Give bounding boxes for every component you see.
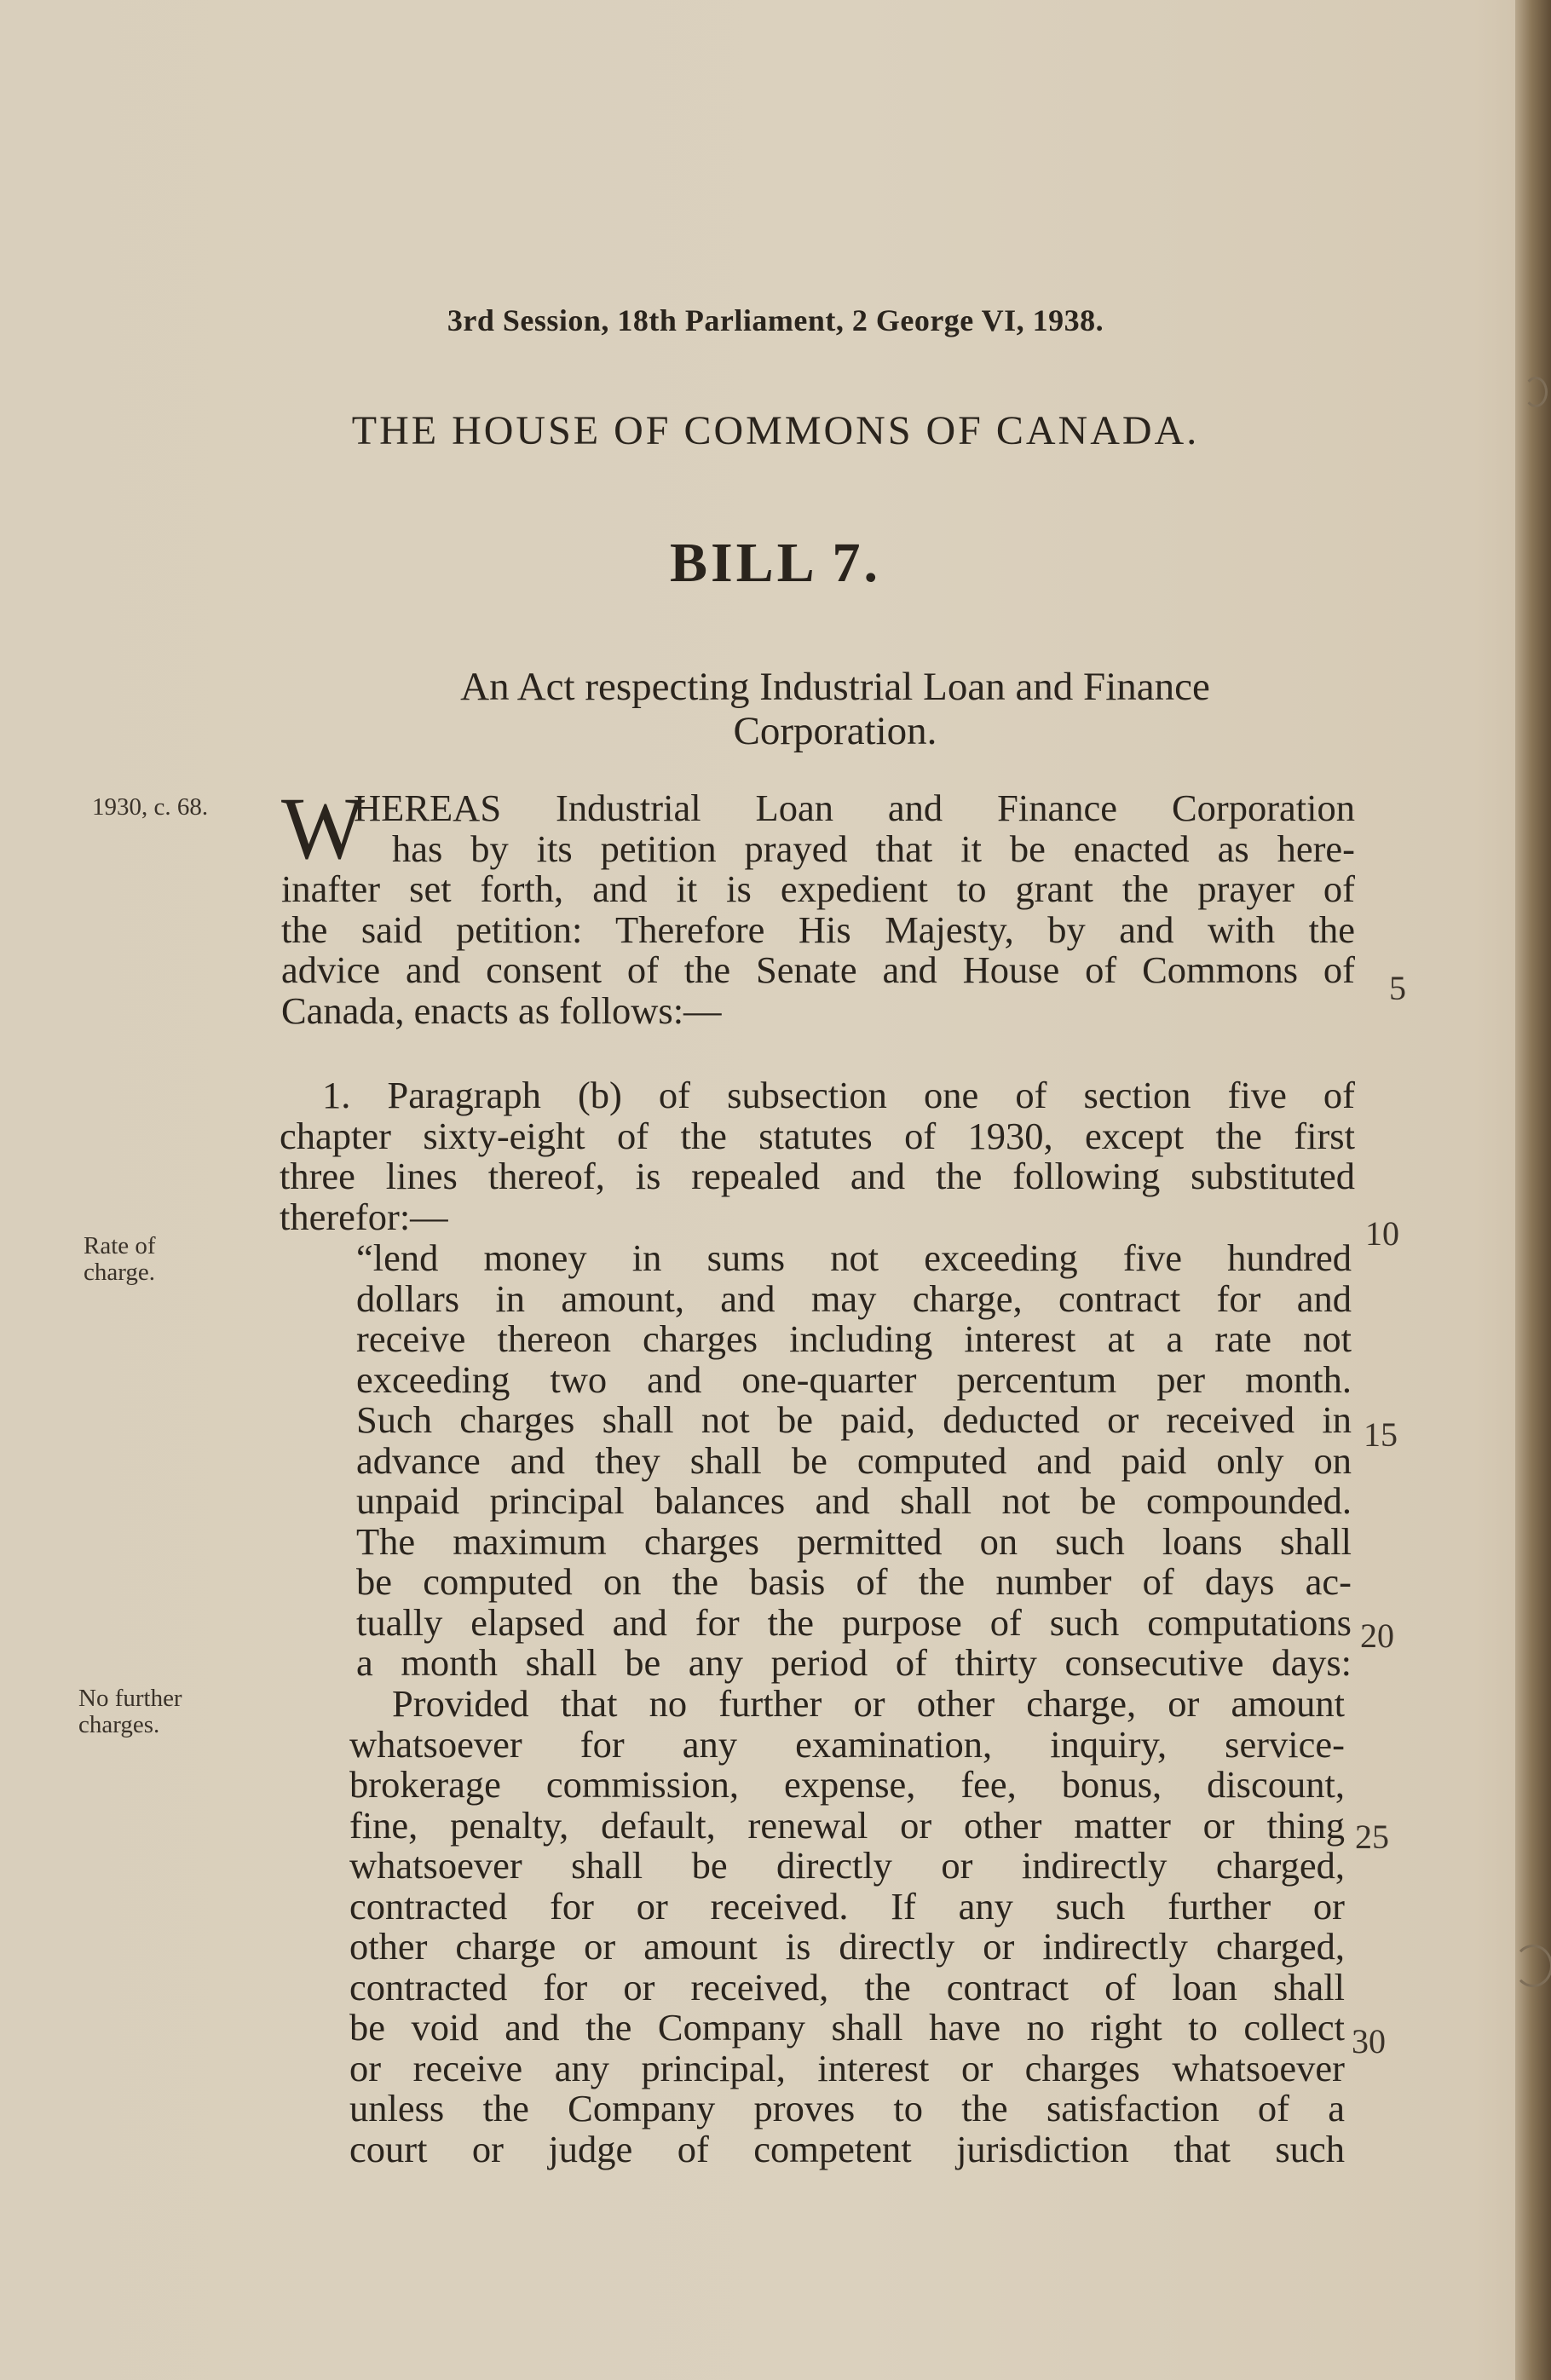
quoted-line: advance and they shall be computed and paid only on	[356, 1438, 1352, 1482]
binding-hole-mark	[1514, 1945, 1551, 1987]
proviso-line: other charge or amount is directly or indirectly charged,	[349, 1925, 1345, 1968]
preamble-line: advice and consent of the Senate and House of Commons of	[281, 948, 1355, 991]
margin-note-reference: 1930, c. 68.	[92, 793, 209, 821]
preamble-line: has by its petition prayed that it be enacted as here-	[392, 827, 1355, 870]
section-1	[280, 1075, 1355, 1237]
act-title	[375, 665, 1295, 753]
act-title-line: An Act respecting Industrial Loan and Finance	[460, 665, 1210, 709]
quoted-line: receive thereon charges including interest at a rate not	[356, 1317, 1352, 1360]
quoted-line: Such charges shall not be paid, deducted or received in	[356, 1398, 1352, 1441]
house-heading: THE HOUSE OF COMMONS OF CANADA.	[351, 408, 1200, 453]
proviso-paragraph	[349, 1684, 1345, 2170]
section-line: chapter sixty-eight of the statutes of 1930, except the first	[280, 1114, 1355, 1157]
line-number: 15	[1364, 1415, 1398, 1454]
proviso-line: or receive any principal, interest or charges whatsoever	[349, 2046, 1345, 2089]
margin-note-no-further-charges	[78, 1686, 182, 1738]
proviso-line: court or judge of competent jurisdiction that such	[349, 2127, 1345, 2170]
bill-number: BILL 7.	[669, 532, 882, 594]
line-number: 5	[1389, 969, 1406, 1007]
session-heading: 3rd Session, 18th Parliament, 2 George VI, 1938.	[447, 303, 1104, 337]
margin-note-rate-of-charge	[84, 1233, 156, 1286]
section-line: therefor:—	[280, 1195, 448, 1238]
quoted-line: The maximum charges permitted on such loans shall	[356, 1519, 1352, 1563]
preamble-line: the said petition: Therefore His Majesty, by and with the	[281, 908, 1355, 951]
quoted-line: tually elapsed and for the purpose of such computations	[356, 1600, 1352, 1644]
proviso-line: contracted for or received. If any such further or	[349, 1884, 1345, 1928]
proviso-line: Provided that no further or other charge, or amount	[392, 1682, 1345, 1725]
line-number: 30	[1352, 2022, 1386, 2060]
proviso-line: whatsoever for any examination, inquiry, service-	[349, 1722, 1345, 1766]
proviso-line: unless the Company proves to the satisfaction of a	[349, 2087, 1345, 2129]
binding-hole-mark	[1524, 377, 1548, 407]
quoted-line: “lend money in sums not exceeding five hundred	[356, 1236, 1352, 1279]
line-number: 20	[1360, 1616, 1394, 1655]
proviso-line: be void and the Company shall have no right to collect	[349, 2006, 1345, 2049]
section-line: three lines thereof, is repealed and the following substituted	[280, 1155, 1355, 1197]
proviso-line: brokerage commission, expense, fee, bonus, discount,	[349, 1763, 1345, 1806]
drop-cap: W	[281, 780, 366, 878]
margin-note-line: charges.	[78, 1711, 160, 1738]
section-line: 1. Paragraph (b) of subsection one of section five of	[322, 1074, 1355, 1116]
quoted-line: be computed on the basis of the number of days ac-	[356, 1560, 1352, 1603]
preamble-line: Canada, enacts as follows:—	[281, 988, 722, 1032]
preamble-text	[281, 780, 1355, 1032]
quoted-line: unpaid principal balances and shall not be compounded.	[356, 1479, 1352, 1522]
quoted-line: a month shall be any period of thirty consecutive days:	[356, 1641, 1352, 1684]
line-number: 25	[1355, 1818, 1389, 1856]
page-spine-edge	[1515, 0, 1551, 2380]
act-title-line: Corporation.	[733, 709, 937, 753]
proviso-line: fine, penalty, default, renewal or other matter or thing	[349, 1803, 1345, 1847]
substituted-paragraph	[356, 1238, 1352, 1684]
line-number: 10	[1365, 1214, 1399, 1253]
proviso-line: contracted for or received, the contract of loan shall	[349, 1965, 1345, 2008]
preamble-line: inafter set forth, and it is expedient to grant the prayer of	[281, 867, 1355, 910]
margin-note-line: Rate of	[84, 1232, 156, 1259]
margin-note-line: No further	[78, 1685, 182, 1712]
preamble-line: HEREAS Industrial Loan and Finance Corporation	[354, 787, 1355, 829]
proviso-line: whatsoever shall be directly or indirectly charged,	[349, 1844, 1345, 1887]
quoted-line: dollars in amount, and may charge, contract for and	[356, 1276, 1352, 1320]
margin-note-line: charge.	[84, 1259, 155, 1286]
quoted-line: exceeding two and one-quarter percentum per month.	[356, 1357, 1352, 1401]
